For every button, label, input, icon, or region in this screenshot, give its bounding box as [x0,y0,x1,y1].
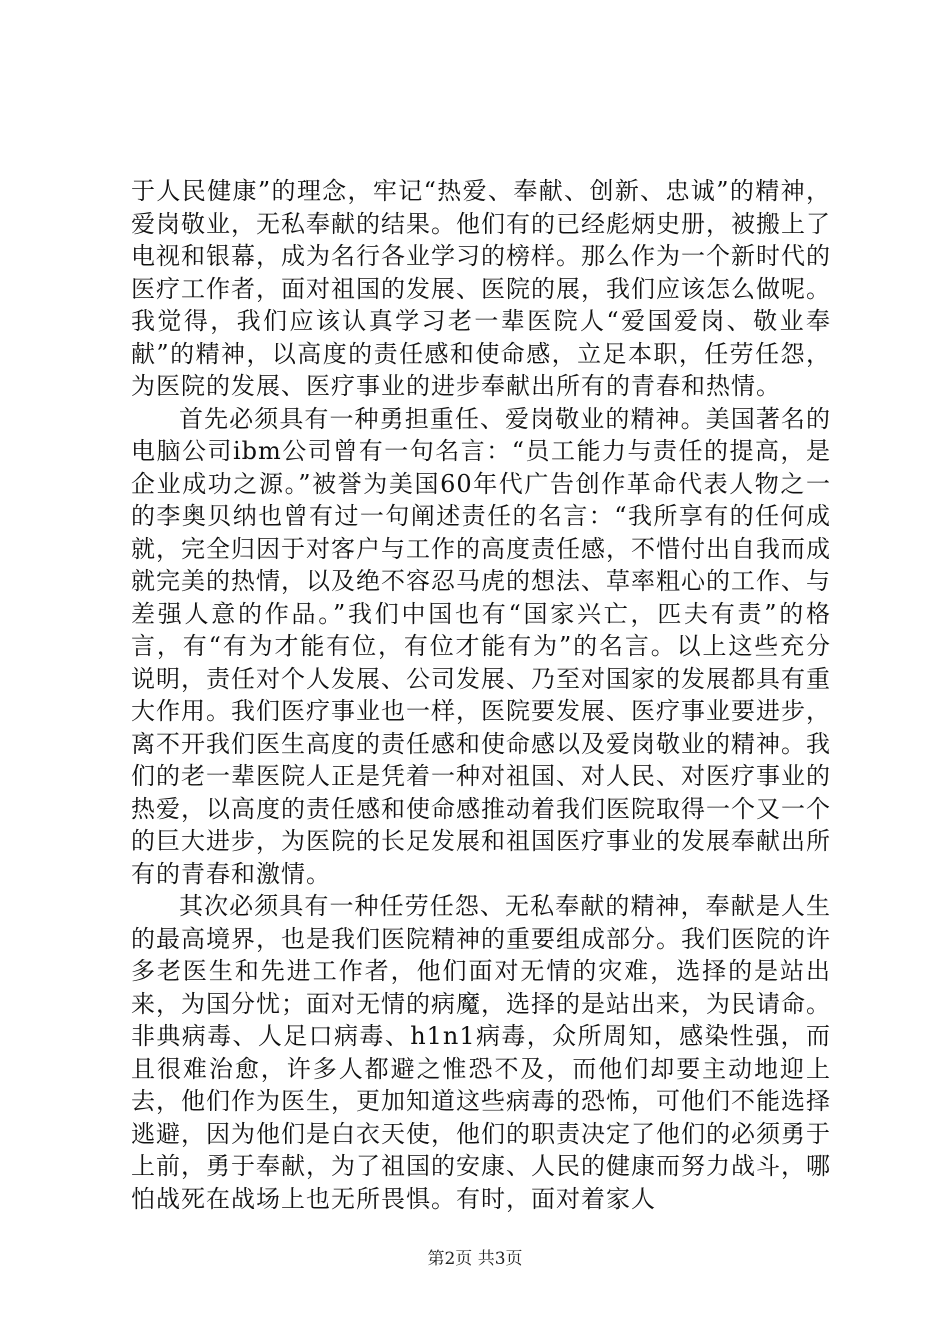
paragraph-2: 首先必须具有一种勇担重任、爱岗敬业的精神。美国著名的电脑公司ibm公司曾有一句名言：“员工能力与责任的提高，是企业成功之源。”被誉为美国60年代广告创作革命代表人物之一的李奥贝纳也曾有过一句阐述责任的名言：“我所享有的任何成就，完全归因于对客户与工作的高度责任感，不惜付出自我而成就完美的热情，以及绝不容忍马虎的想法、草率粗心的工作、与差强人意的作品。”我们中国也有“国家兴亡，匹夫有责”的格言，有“有为才能有位，有位才能有为”的名言。以上这些充分说明，责任对个人发展、公司发展、乃至对国家的发展都具有重大作用。我们医疗事业也一样，医院要发展、医疗事业要进步，离不开我们医生高度的责任感和使命感以及爱岗敬业的精神。我们的老一辈医院人正是凭着一种对祖国、对人民、对医疗事业的热爱，以高度的责任感和使命感推动着我们医院取得一个又一个的巨大进步，为医院的长足发展和祖国医疗事业的发展奉献出所有的青春和激情。 [131,404,831,888]
page-number-footer: 第2页 共3页 [427,1249,523,1269]
paragraph-1: 于人民健康”的理念，牢记“热爱、奉献、创新、忠诚”的精神，爱岗敬业，无私奉献的结果。他们有的已经彪炳史册，被搬上了电视和银幕，成为名行各业学习的榜样。那么作为一个新时代的医疗工作者，面对祖国的发展、医院的展，我们应该怎么做呢。我觉得，我们应该认真学习老一辈医院人“爱国爱岗、敬业奉献”的精神，以高度的责任感和使命感，立足本职，任劳任怨，为医院的发展、医疗事业的进步奉献出所有的青春和热情。 [131,177,831,400]
document-body [131,175,831,1215]
paragraph-3: 其次必须具有一种任劳任怨、无私奉献的精神，奉献是人生的最高境界，也是我们医院精神的重要组成部分。我们医院的许多老医生和先进工作者，他们面对无情的灾难，选择的是站出来，为国分忧；面对无情的病魔，选择的是站出来，为民请命。非典病毒、人足口病毒、h1n1病毒，众所周知，感染性强，而且很难治愈，许多人都避之惟恐不及，而他们却要主动地迎上去，他们作为医生，更加知道这些病毒的恐怖，可他们不能选择逃避，因为他们是白衣天使，他们的职责决定了他们的必须勇于上前，勇于奉献，为了祖国的安康、人民的健康而努力战斗，哪怕战死在战场上也无所畏惧。有时，面对着家人 [131,892,831,1213]
